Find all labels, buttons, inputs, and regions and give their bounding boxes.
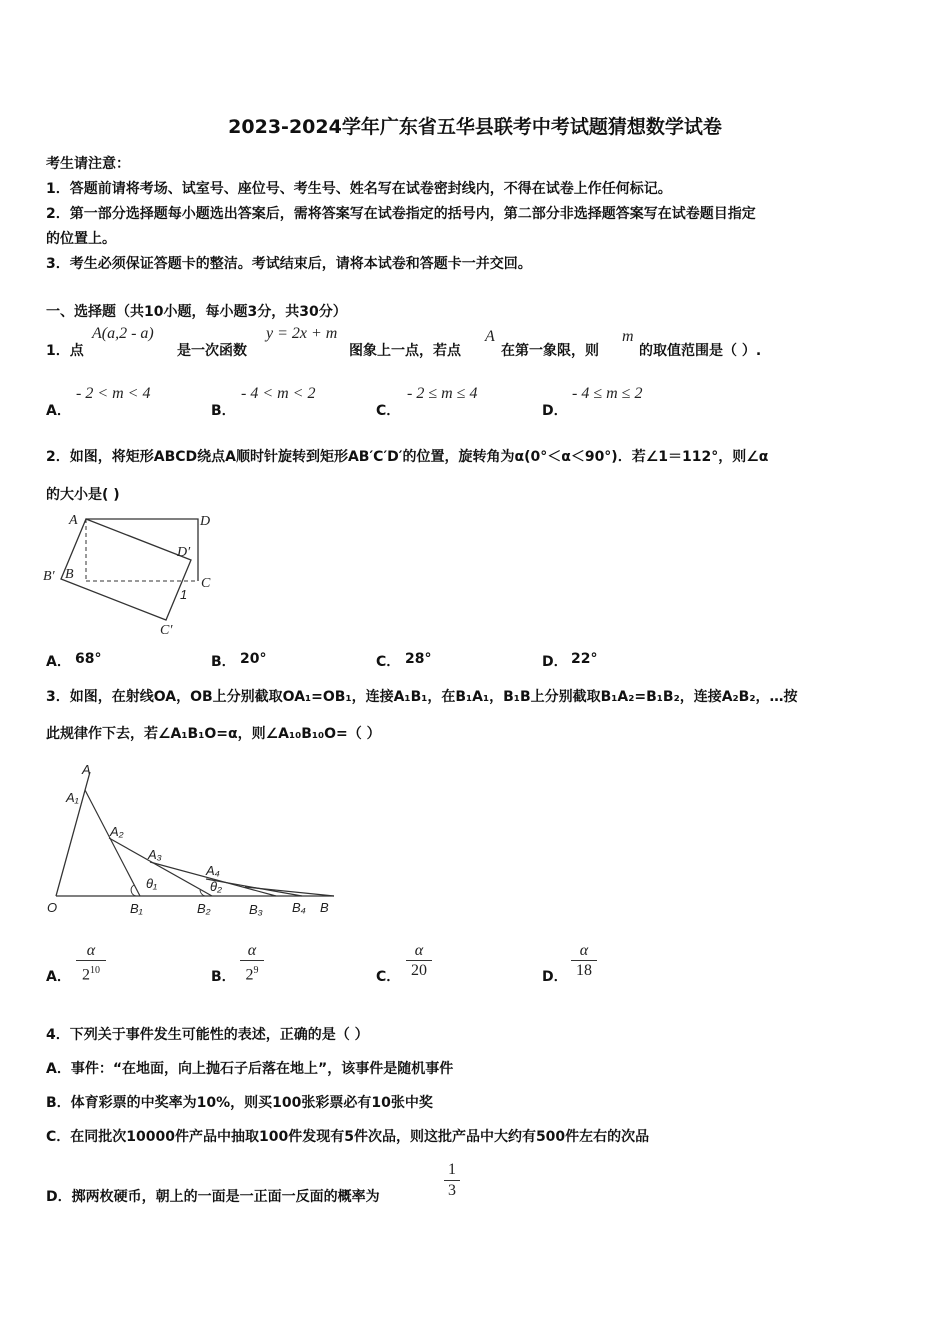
- q3-option-d: [571, 942, 597, 981]
- q3-option-c-label: C．: [376, 969, 401, 985]
- q2-label-d-prime: D′: [177, 545, 191, 560]
- q3-option-c-den: 20: [411, 962, 427, 979]
- q1-option-d: - 4 ≤ m ≤ 2: [572, 385, 643, 402]
- q3-label-theta1: θ₁: [146, 876, 158, 891]
- q2-figure-rectangles: [40, 506, 230, 640]
- q3-option-d-label: D．: [542, 969, 568, 985]
- page-title: 2023-2024学年广东省五华县联考中考试题猜想数学试卷: [228, 116, 722, 138]
- q2-label-c: C: [201, 576, 211, 591]
- q2-label-d: D: [200, 514, 211, 529]
- q1-text-3: 图象上一点，若点: [349, 343, 461, 359]
- q3-option-c: [406, 942, 432, 981]
- q4-option-b: B．体育彩票的中奖率为10%，则买100张彩票必有10张中奖: [46, 1095, 433, 1111]
- q2-option-b: 20°: [240, 651, 267, 667]
- q1-option-a-label: A．: [46, 403, 71, 419]
- notice-item-3: 3．考生必须保证答题卡的整洁。考试结束后，请将本试卷和答题卡一并交回。: [46, 256, 532, 272]
- q3-option-d-num: α: [579, 942, 589, 959]
- q1-option-b-label: B．: [211, 403, 236, 419]
- q3-option-a-num: α: [86, 942, 96, 959]
- notice-heading: 考生请注意：: [46, 156, 130, 172]
- q2-label-a: A: [69, 513, 78, 528]
- q2-option-a: 68°: [75, 651, 102, 667]
- q1-text-2: 是一次函数: [177, 343, 247, 359]
- q3-option-a-exp: 10: [90, 965, 100, 976]
- q1-math-function: y = 2x + m: [266, 325, 338, 342]
- q3-option-d-den: 18: [576, 962, 592, 979]
- q3-option-a-den: 2: [82, 966, 90, 984]
- notice-item-2: 2．第一部分选择题每小题选出答案后，需将答案写在试卷指定的括号内，第二部分非选择题答案写在试卷题目指定: [46, 206, 756, 222]
- q3-label-b2: B₂: [197, 901, 211, 916]
- q2-option-c-label: C．: [376, 654, 401, 670]
- q2-label-angle-1: 1: [180, 587, 188, 602]
- q3-option-a-label: A．: [46, 969, 71, 985]
- q2-option-b-label: B．: [211, 654, 236, 670]
- section-heading: 一、选择题（共10小题，每小题3分，共30分）: [46, 304, 347, 320]
- q2-option-d: 22°: [571, 651, 598, 667]
- q3-option-b-exp: 9: [253, 965, 259, 976]
- q3-option-b-den: 2: [245, 966, 254, 984]
- q3-label-a4: A₄: [206, 863, 220, 878]
- q2-stem-line-1: 2．如图，将矩形ABCD绕点A顺时针旋转到矩形AB′C′D′的位置，旋转角为α(0°＜α＜90°)．若∠1＝112°，则∠α: [46, 449, 769, 465]
- q3-label-b4: B₄: [292, 900, 306, 915]
- q1-option-c: - 2 ≤ m ≤ 4: [407, 385, 478, 402]
- q1-math-a: A: [485, 328, 495, 345]
- q4-option-c: C．在同批次10000件产品中抽取100件发现有5件次品，则这批产品中大约有500件左右的次品: [46, 1129, 650, 1145]
- q3-label-a2: A₂: [110, 824, 124, 839]
- q3-option-b-label: B．: [211, 969, 236, 985]
- q4-option-a: A．事件：“在地面，向上抛石子后落在地上”，该事件是随机事件: [46, 1061, 454, 1077]
- q1-text-4: 在第一象限，则: [501, 343, 599, 359]
- notice-item-1: 1．答题前请将考场、试室号、座位号、考生号、姓名写在试卷密封线内，不得在试卷上作任何标记。: [46, 181, 672, 197]
- q3-label-o: O: [47, 900, 58, 915]
- q2-option-c: 28°: [405, 651, 432, 667]
- q3-label-a1: A₁: [66, 790, 79, 805]
- q1-option-b: - 4 < m < 2: [241, 385, 316, 402]
- q3-option-b: [240, 942, 264, 985]
- q3-stem-line-2: 此规律作下去，若∠A₁B₁O=α，则∠A₁₀B₁₀O=（ ）: [46, 726, 381, 742]
- q3-label-a: A: [82, 762, 91, 777]
- q3-option-c-num: α: [414, 942, 424, 959]
- q1-option-c-label: C．: [376, 403, 401, 419]
- q3-option-b-num: α: [247, 942, 257, 959]
- q2-option-d-label: D．: [542, 654, 568, 670]
- q1-option-a: - 2 < m < 4: [76, 385, 151, 402]
- notice-item-2-cont: 的位置上。: [46, 231, 116, 247]
- q4-d-den: 3: [448, 1182, 456, 1199]
- q4-option-d-fraction: [444, 1160, 460, 1201]
- q2-stem-line-2: 的大小是( ): [46, 487, 120, 503]
- q1-text-1: 1．点: [46, 343, 84, 359]
- q3-label-theta2: θ₂: [210, 879, 223, 894]
- q3-stem-line-1: 3．如图，在射线OA，OB上分别截取OA₁=OB₁，连接A₁B₁，在B₁A₁，B₁B上分别截取B₁A₂=B₁B₂，连接A₂B₂，…按: [46, 689, 798, 705]
- q4-stem: 4．下列关于事件发生可能性的表述，正确的是（ ）: [46, 1027, 369, 1043]
- q3-figure-rays: [40, 758, 340, 924]
- q1-math-point: A(a,2 - a): [92, 325, 154, 342]
- q2-label-c-prime: C′: [160, 623, 173, 638]
- q3-option-a: [76, 942, 106, 985]
- q3-label-b: B: [320, 900, 329, 915]
- q1-option-d-label: D．: [542, 403, 568, 419]
- q4-d-num: 1: [448, 1161, 456, 1178]
- q1-text-5: 的取值范围是（ ）.: [639, 343, 762, 359]
- q3-label-a3: A₃: [148, 847, 162, 862]
- q3-label-b1: B₁: [130, 901, 143, 916]
- q2-label-b: B: [65, 567, 74, 582]
- q1-math-m: m: [622, 328, 634, 345]
- q3-label-b3: B₃: [249, 902, 263, 917]
- q4-option-d: D．掷两枚硬币，朝上的一面是一正面一反面的概率为: [46, 1189, 380, 1205]
- q2-label-b-prime: B′: [43, 569, 55, 584]
- q2-option-a-label: A．: [46, 654, 71, 670]
